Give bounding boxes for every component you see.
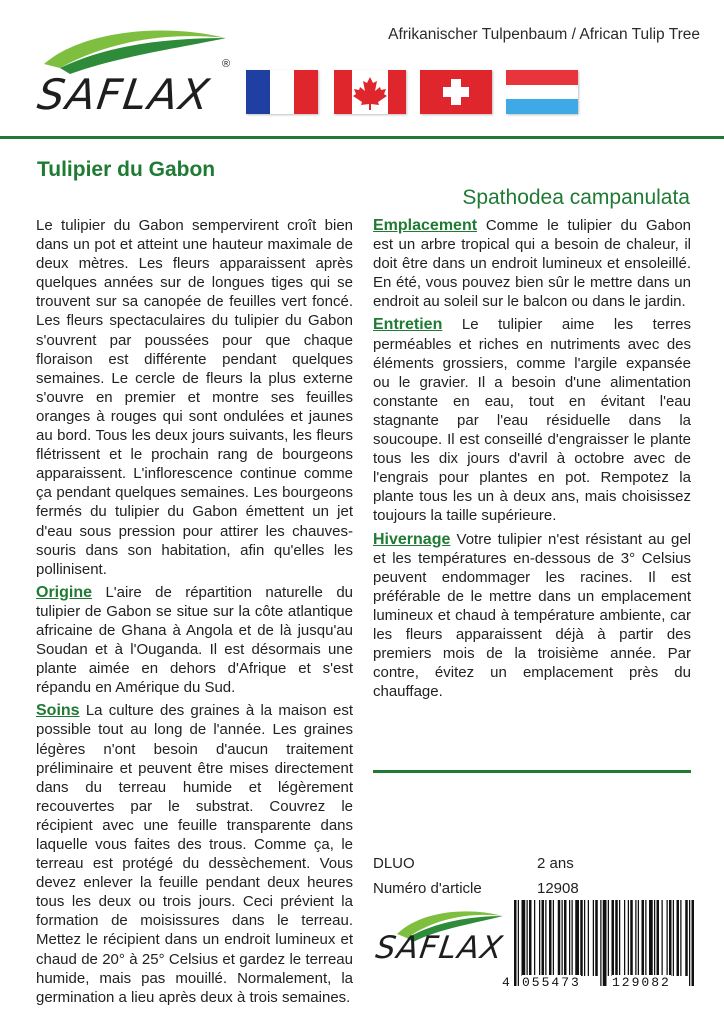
barcode-bar	[619, 900, 620, 976]
luxembourg-flag-icon	[506, 70, 578, 114]
soins-section	[36, 701, 353, 1007]
barcode-bar	[558, 900, 561, 976]
barcode-bar	[612, 900, 615, 976]
barcode-group-left: 055473	[522, 975, 581, 990]
barcode-bar	[667, 900, 668, 976]
hivernage-section	[373, 530, 691, 702]
brand-logo: SAFLAX	[34, 70, 214, 119]
barcode-bar	[518, 900, 519, 986]
barcode-bar	[529, 900, 532, 976]
barcode-bar	[584, 900, 585, 976]
soins-text: La culture des graines à la maison est possible tout au long de l'année. Les graines légères n'ont besoin d'aucun traitement préliminaire et peuvent être mises directement dans du terreau humide et légèrement recouvertes par le substrat. Couvrez le récipient avec une feuille transparente dans laquelle vous faites des trous. Comme ça, le terreau est protégé du dessèchement. Vous devez enlever la feuille pendant deux heures tous les deux ou trois jours. Ceci prévient la formation de moisissures dans le terreau. Mettez le récipient dans un endroit lumineux et chaud de 20° à 25° Celsius et gardez le terreau humide, mais pas mouillé. Normalement, la germination a lieu après deux à trois semaines.	[36, 702, 353, 1006]
article-value: 12908	[537, 880, 579, 897]
right-divider	[373, 770, 691, 773]
barcode-bar	[685, 900, 688, 976]
barcode-bar	[628, 900, 629, 976]
barcode-bar	[654, 900, 655, 976]
entretien-heading: Entretien	[373, 316, 443, 334]
barcode-bar	[662, 900, 663, 976]
barcode-bar	[580, 900, 583, 976]
page-title: Tulipier du Gabon	[37, 158, 216, 181]
entretien-section	[373, 315, 691, 525]
france-flag-icon	[246, 70, 318, 114]
soins-heading: Soins	[36, 702, 80, 720]
canada-flag-icon	[334, 70, 406, 114]
intro-paragraph: Le tulipier du Gabon sempervirent croît bien dans un pot et atteint une hauteur maximale de deux mètres. Les fleurs apparaissent après quelques années sur de longues tiges qui se trouvent sur sa canopée de feuilles vert foncé. Les fleurs spectaculaires du tulipier du Gabon s'ouvrent par poussées pour que chaque floraison est différente pendant quelques semaines. Le cercle de fleurs la plus externe s'ouvre en premier et montre ses feuilles oranges à rouges qui sont ondulées et jaunes au bord. Tous les deux jours suivants, les fleurs flétrissent et le prochain rang de bourgeons apparaissent. L'inflorescence continue comme ça pendant quelques semaines. Les bourgeons fermés du tulipier du Gabon émettent un jet d'eau sous pression pour attirer les chauves-souris dans son habitation, afin qu'elles les pollinisent.	[36, 217, 353, 578]
origine-section	[36, 583, 353, 698]
hivernage-heading: Hivernage	[373, 530, 451, 548]
origine-text: L'aire de répartition naturelle du tulipier de Gabon se situe sur la côte atlantique africaine de Ghana à Angola et de là jusqu'au Soudan et à l'Ouganda. Il est désormais une plante aimée en dehors d'Afrique et s'est répandu en Amérique du Sud.	[36, 583, 354, 697]
brand-logo-small: SAFLAX	[373, 930, 506, 966]
barcode-bar	[680, 900, 681, 976]
barcode-bar	[615, 900, 618, 976]
emplacement-section	[373, 216, 691, 311]
barcode-bar	[677, 900, 680, 976]
barcode-bar	[569, 900, 570, 976]
barcode-bar	[522, 900, 526, 976]
barcode-bar	[545, 900, 546, 976]
barcode-bar	[593, 900, 594, 976]
dluo-value: 2 ans	[537, 855, 574, 872]
barcode-bar	[608, 900, 609, 976]
switzerland-flag-icon	[420, 70, 492, 114]
hivernage-text: Votre tulipier n'est résistant au gel et les températures en-dessous de 3° Celsius peuvent endommager les racines. Il est préférable de le mettre dans un emplacement lumineux et chaud à température ambiente, car les fleurs apparaissent déjà à partir des premiers mois de la troisième année. Par contre, évitez un emplacement près du chauffage.	[373, 530, 692, 701]
registered-mark: ®	[222, 58, 231, 70]
dluo-label: DLUO	[373, 855, 415, 872]
entretien-text: Le tulipier aime les terres perméables et riches en nutriments avec des éléments grossiers, comme l'argile expansée ou le gravier. Il a besoin d'une alimentation constante en eau, tout en évitant l'eau stagnante par l'eau résiduelle dans la soucoupe. Il est conseillé d'engraisser le plante tous les dix jours d'avril à octobre avec de l'engrais pour plantes en pot. Rempotez la plante tous les un à deux ans, mais choisissez toujours la taille supérieure.	[373, 316, 692, 525]
barcode-bar	[564, 900, 567, 976]
barcode-bar	[572, 900, 573, 976]
barcode-bar	[624, 900, 625, 976]
emplacement-heading: Emplacement	[373, 217, 478, 234]
header-divider	[0, 136, 724, 139]
barcode-bar	[689, 900, 690, 986]
barcode-bar	[692, 900, 695, 986]
barcode-bar	[635, 900, 636, 976]
barcode-bar	[539, 900, 540, 976]
barcode-bar	[527, 900, 528, 976]
latin-name: Spathodea campanulata	[462, 186, 690, 209]
barcode-bar	[514, 900, 517, 986]
barcode-bar	[642, 900, 645, 976]
barcode-bar	[595, 900, 598, 976]
left-column	[36, 216, 353, 1011]
barcode-bar	[649, 900, 653, 976]
barcode-digit-first: 4	[502, 975, 510, 990]
barcode-bar	[657, 900, 660, 976]
barcode-bar	[603, 900, 607, 986]
barcode-bar	[542, 900, 545, 976]
barcode-bar	[673, 900, 674, 976]
barcode-bar	[638, 900, 639, 976]
origine-heading: Origine	[36, 583, 93, 601]
barcode-bar	[534, 900, 535, 976]
barcode-bar	[630, 900, 633, 976]
barcode-bar	[600, 900, 601, 986]
barcode-bar	[553, 900, 554, 976]
article-label: Numéro d'article	[373, 880, 482, 897]
barcode-bar	[645, 900, 646, 976]
barcode-bar	[549, 900, 552, 976]
emplacement-text: Comme le tulipier du Gabon est un arbre tropical qui a besoin de chaleur, il doit être dans un endroit lumineux et ensoleillé. En été, vous pouvez bien sûr le mettre dans un endroit au soleil sur le balcon ou dans le jardin.	[373, 217, 692, 311]
barcode-bar	[575, 900, 579, 976]
barcode-bar	[669, 900, 672, 976]
right-column	[373, 216, 691, 705]
barcode-bar	[588, 900, 589, 976]
barcode-bar	[562, 900, 563, 976]
header-title: Afrikanischer Tulpenbaum / African Tulip Tree	[388, 26, 700, 43]
barcode-group-right: 129082	[612, 975, 671, 990]
